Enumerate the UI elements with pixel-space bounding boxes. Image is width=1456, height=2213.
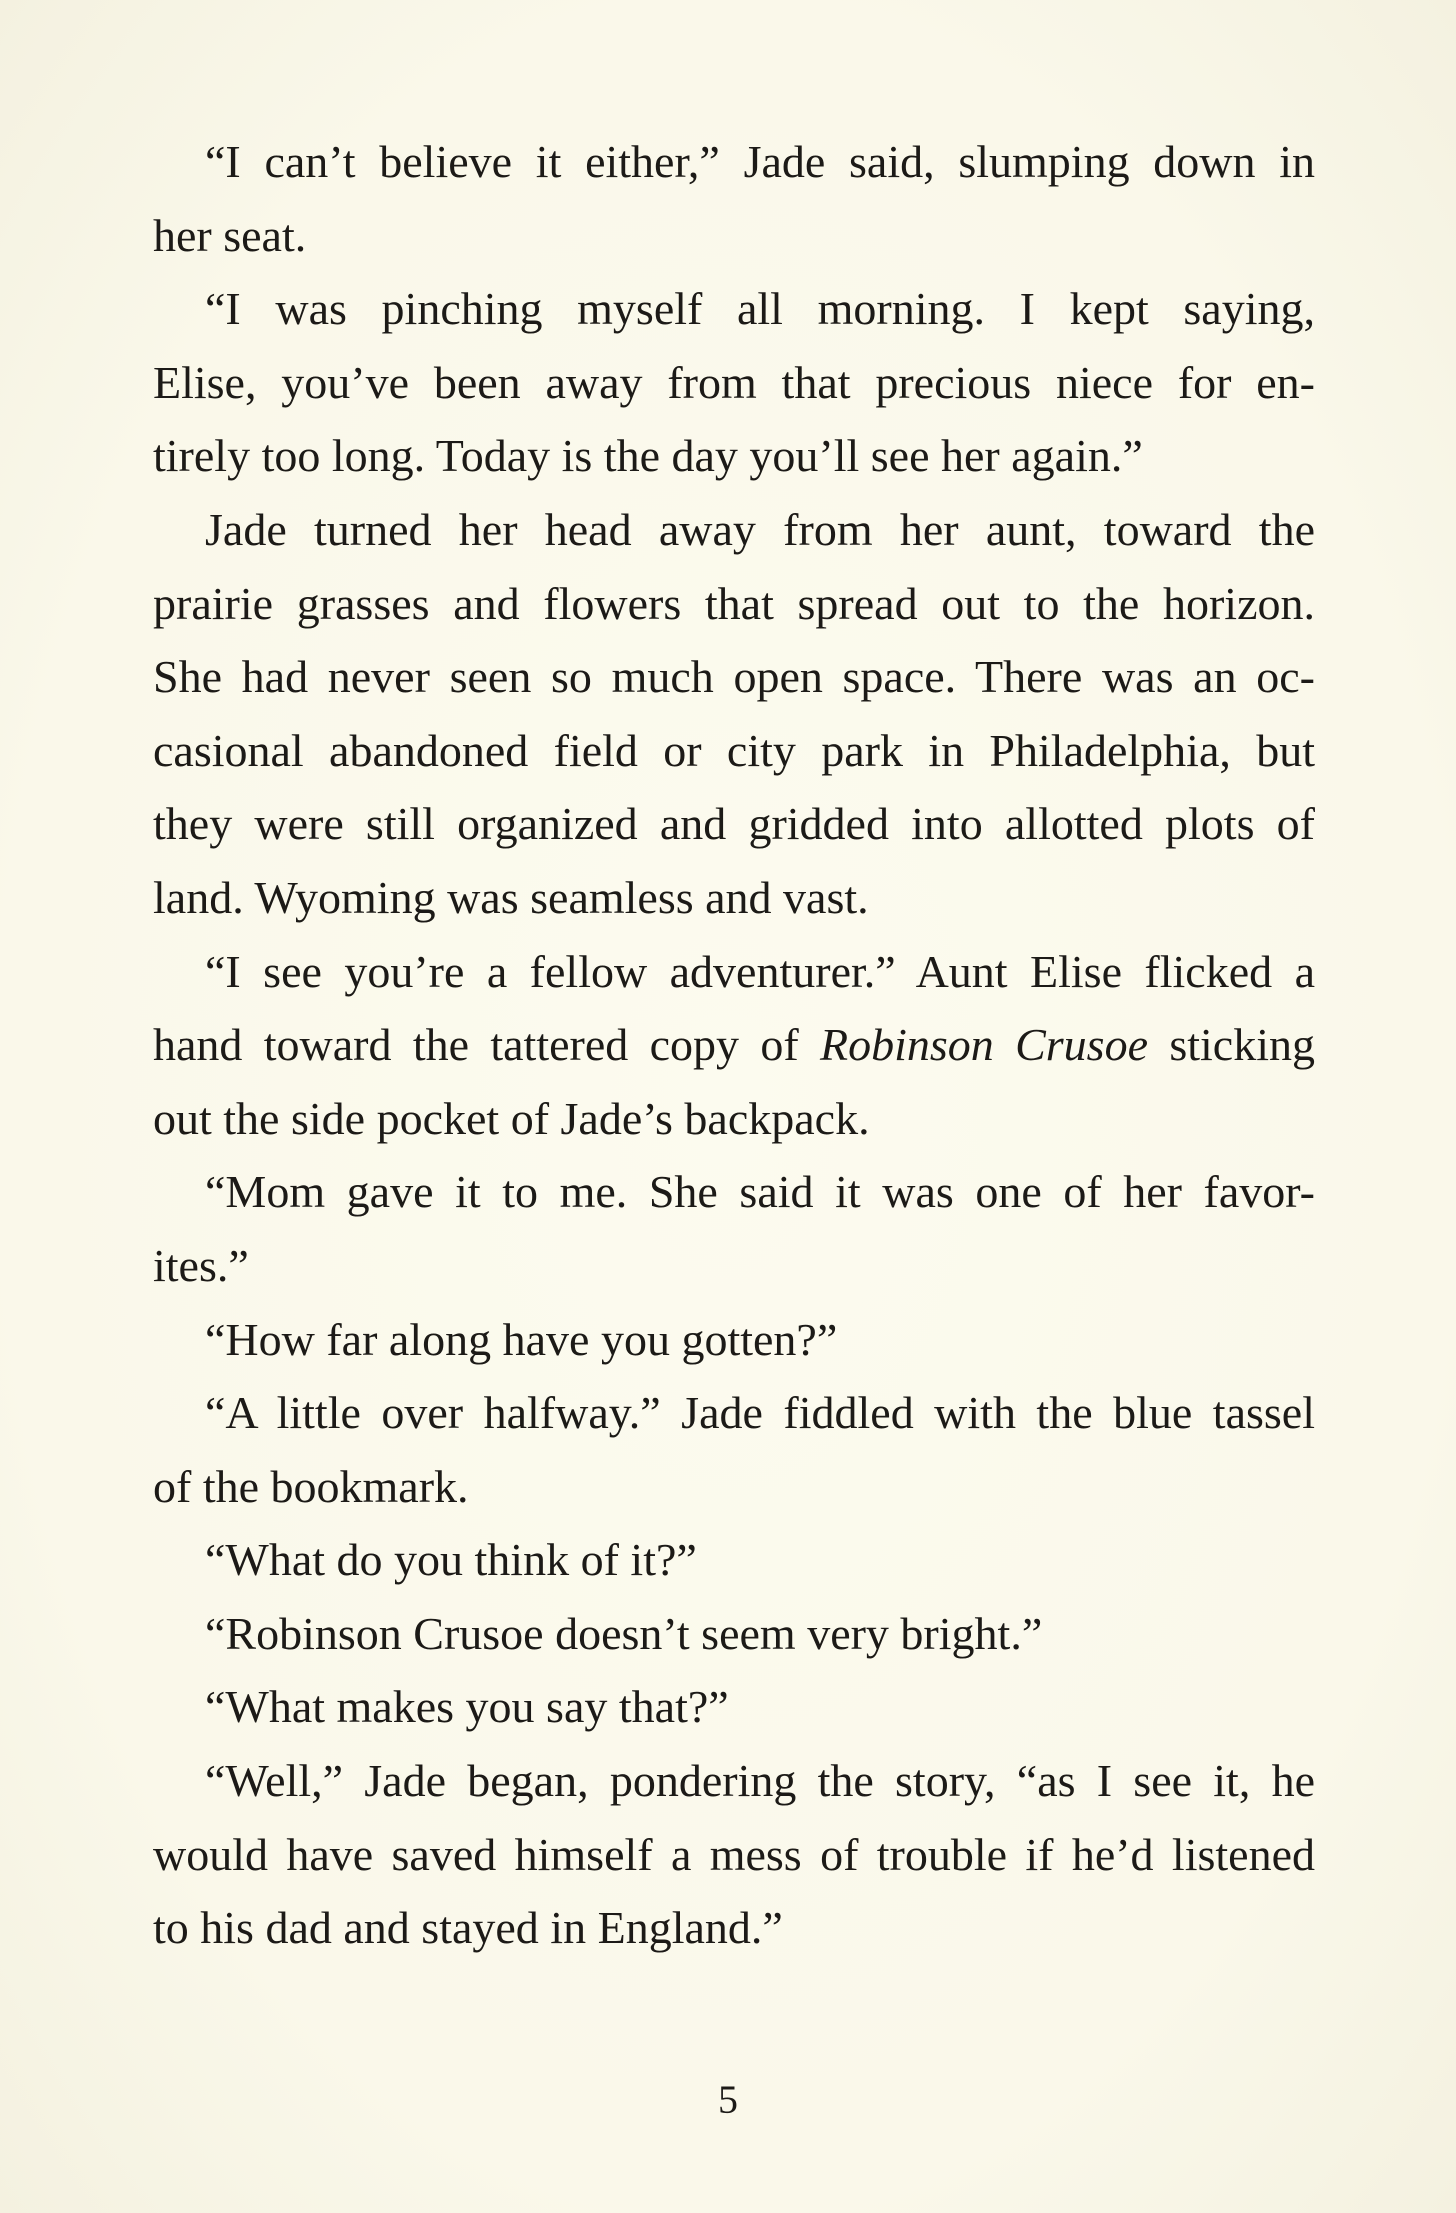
- text-line: out the side pocket of Jade’s backpack.: [153, 1092, 870, 1144]
- text-line: ites.”: [153, 1239, 249, 1291]
- text-line: “How far along have you gotten?”: [205, 1313, 838, 1365]
- text-line: hand toward the tattered copy of Robinson Crusoe sticking: [153, 1019, 1315, 1071]
- text-line: would have saved himself a mess of trouble if he’d listened: [153, 1828, 1315, 1880]
- text-line: of the bookmark.: [153, 1460, 469, 1512]
- text-line: “What makes you say that?”: [205, 1681, 729, 1733]
- text-line: She had never seen so much open space. There was an oc-: [153, 651, 1315, 703]
- text-line: tirely too long. Today is the day you’ll see her again.”: [153, 430, 1143, 482]
- text-line: casional abandoned field or city park in Philadelphia, but: [153, 724, 1315, 776]
- text-line: Elise, you’ve been away from that precious niece for en-: [153, 356, 1315, 408]
- page-number: 5: [718, 2077, 738, 2122]
- text-line: land. Wyoming was seamless and vast.: [153, 871, 869, 923]
- text-line: “What do you think of it?”: [205, 1534, 697, 1586]
- text-line: “Robinson Crusoe doesn’t seem very bright.”: [205, 1607, 1043, 1659]
- text-line: Jade turned her head away from her aunt, toward the: [205, 503, 1315, 555]
- text-line: “I can’t believe it either,” Jade said, slumping down in: [205, 136, 1315, 187]
- text-line: to his dad and stayed in England.”: [153, 1902, 783, 1954]
- body-text: [153, 125, 1315, 1965]
- text-line: they were still organized and gridded into allotted plots of: [153, 798, 1315, 850]
- text-line: “I was pinching myself all morning. I kept saying,: [205, 283, 1315, 335]
- text-line: her seat.: [153, 209, 307, 261]
- text-line: “Mom gave it to me. She said it was one of her favor-: [205, 1166, 1315, 1218]
- text-line: “I see you’re a fellow adventurer.” Aunt Elise flicked a: [205, 945, 1315, 997]
- text-line: “A little over halfway.” Jade fiddled with the blue tassel: [205, 1387, 1315, 1439]
- text-line: “Well,” Jade began, pondering the story, “as I see it, he: [205, 1755, 1315, 1807]
- book-title: Robinson Crusoe: [819, 1019, 1148, 1071]
- text-line: prairie grasses and flowers that spread out to the horizon.: [153, 577, 1315, 629]
